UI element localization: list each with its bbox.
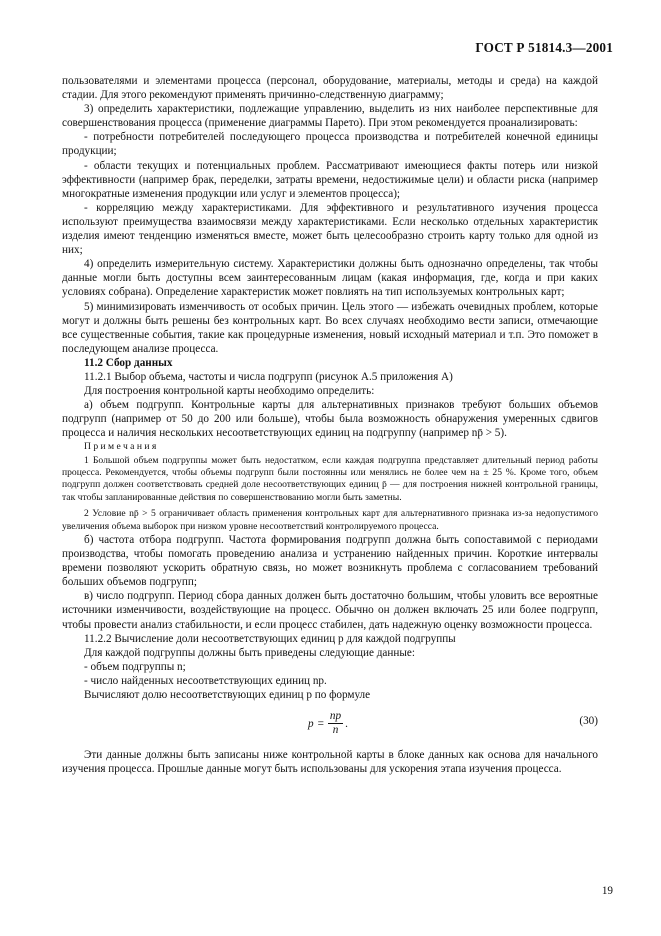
paragraph: Для каждой подгруппы должны быть приведены следующие данные: [84,646,415,659]
formula-denominator: n [332,724,339,737]
paragraph: пользователями и элементами процесса (персонал, оборудование, материалы, методы и среда) на каждой стадии. Для этого рекомендуют применять причинно-следственную диаграмму; [62,75,598,102]
paragraph: - потребности потребителей последующего процесса производства и потребителей конечной единицы продукции; [62,131,598,158]
formula-period: . [345,717,348,730]
formula-equals: = [317,717,324,730]
paragraph: - корреляцию между характеристиками. Для эффективного и результативного изучения процесса используют преимущества взаимосвязи между характеристиками. Если несколько отдельных характеристик изделия имеют тенденцию изменяться вместе, может быть целесообразно строить карту только для одной из них; [62,201,598,257]
list-item: - число найденных несоответствующих единиц np. [84,674,327,687]
note: 2 Условие np̄ > 5 ограничивает область применения контрольных карт для альтернативного признака из-за недопустимого увеличения объема выборок при низком уровне несоответствий контролируемого процесса. [62,508,598,532]
paragraph: 5) минимизировать изменчивость от особых причин. Цель этого — избежать очевидных проблем, которые могут и должны быть решены без контрольных карт. Во всех случаях необходимо вести записи, отмечающие все существенные события, такие как процедурные изменения, новый исходный материал и т.п. Это поможет в последующем анализе процесса. [62,300,598,355]
paragraph: Вычисляют долю несоответствующих единиц p по формуле [84,689,371,701]
formula [308,710,348,737]
section-heading: 11.2 Сбор данных [84,356,173,369]
formula-fraction [328,710,343,737]
formula-lhs: p [308,717,314,730]
formula-block [62,706,598,742]
paragraph: а) объем подгрупп. Контрольные карты для альтернативных признаков требуют больших объемов подгрупп (например от 50 до 200 или больше), чтобы была возможность обнаружения умеренных сдвигов процесса и наличия нескольких несоответствующих единиц на подгруппу (например np̄ > 5). [62,399,598,440]
formula-numerator: np [329,710,342,723]
paragraph: - области текущих и потенциальных проблем. Рассматривают имеющиеся факты потерь или низкой эффективности (например брак, переделки, затраты времени, недостижимые цели) и области риска (например многократные изменения продукции или услуг и элементов процесса); [62,159,598,200]
paragraph: 3) определить характеристики, подлежащие управлению, выделить из них наиболее перспективные для совершенствования процесса (применение диаграммы Парето). При этом рекомендуется проанализировать: [62,103,598,130]
paragraph: б) частота отбора подгрупп. Частота формирования подгрупп должна быть сопоставимой с периодами производства, чтобы помогать проведению анализа и устранению найденных причин. Короткие интервалы времени позволяют ускорить обратную связь, но может возникнуть проблема с согласованием требований больших объемов подгрупп; [62,533,598,589]
document-code-header: ГОСТ Р 51814.3—2001 [475,40,613,55]
page-number: 19 [601,885,613,897]
paragraph: 11.2.1 Выбор объема, частоты и числа подгрупп (рисунок А.5 приложения А) [84,370,453,383]
paragraph: 4) определить измерительную систему. Характеристики должны быть однозначно определены, так чтобы данные могли быть доступны всем заинтересованным лицам (какая информация, где, когда и при каких условиях собрана). Определение характеристик может повлиять на тип используемых контрольных карт; [62,258,598,299]
list-item: - объем подгруппы n; [84,660,186,673]
paragraph: Для построения контрольной карты необходимо определить: [84,385,375,398]
formula-number: (30) [579,715,598,728]
notes-title: Примечания [84,441,159,453]
paragraph: в) число подгрупп. Период сбора данных должен быть достаточно большим, чтобы уловить все вероятные источники изменчивости, воздействующие на процесс. Обычно он должен включать 25 или более подгрупп, чтобы провести анализ стабильности, и если процесс стабилен, дать надежную оценку возможности процесса. [62,590,598,631]
note: 1 Большой объем подгруппы может быть недостатком, если каждая подгруппа представляет длительный период работы процесса. Рекомендуется, чтобы объемы подгрупп были постоянны или менялись не более чем на ± 25 %. Кроме того, объем подгрупп должен соответствовать средней доле несоответствующих единиц p̄ — для построения нижней контрольной границы, так чтобы запланированные действия по совершенствованию могли быть заметны. [62,454,598,503]
paragraph: Эти данные должны быть записаны ниже контрольной карты в блоке данных как основа для начального изучения процесса. Прошлые данные могут быть использованы для ускорения этапа изучения процесса. [62,749,598,776]
document-body [62,74,598,776]
paragraph: 11.2.2 Вычисление доли несоответствующих единиц p для каждой подгруппы [84,632,456,645]
